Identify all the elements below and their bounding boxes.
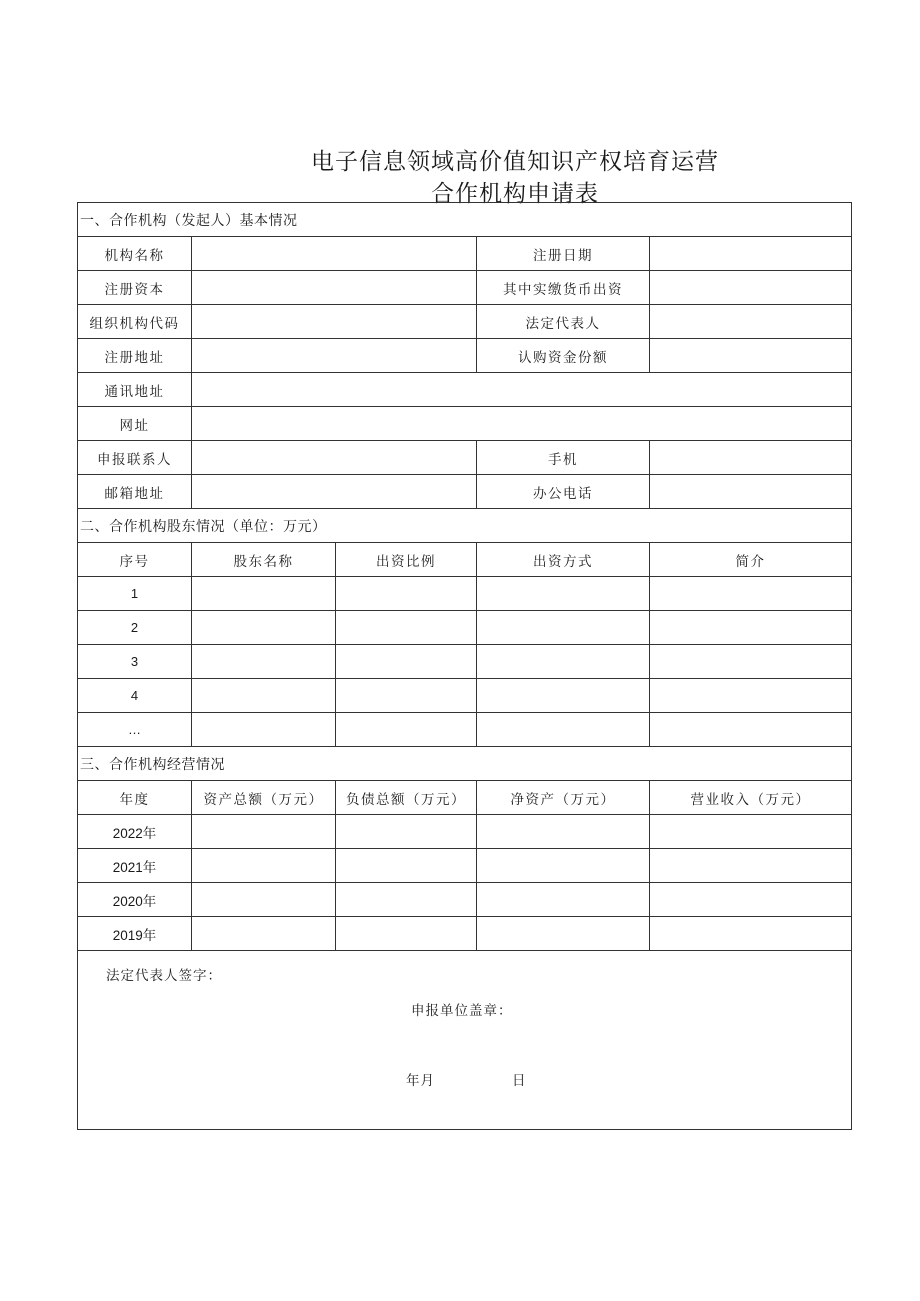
- table-row: [78, 305, 852, 339]
- table-cell-input[interactable]: [650, 815, 852, 849]
- table-cell-input[interactable]: [336, 849, 477, 883]
- field-label: 法定代表人: [477, 305, 650, 339]
- table-row: [78, 645, 852, 679]
- table-row: [78, 815, 852, 849]
- year-label: 2021年: [78, 849, 192, 883]
- row-number: 2: [78, 611, 192, 645]
- table-row: [78, 441, 852, 475]
- table-cell-input[interactable]: [336, 679, 477, 713]
- row-number: 1: [78, 577, 192, 611]
- field-label: 通讯地址: [78, 373, 192, 407]
- column-header: 股东名称: [192, 543, 336, 577]
- field-input[interactable]: [192, 373, 852, 407]
- column-header: 出资方式: [477, 543, 650, 577]
- column-header-row: [78, 781, 852, 815]
- field-input[interactable]: [192, 475, 477, 509]
- table-cell-input[interactable]: [650, 849, 852, 883]
- table-cell-input[interactable]: [192, 883, 336, 917]
- field-input[interactable]: [650, 475, 852, 509]
- table-row: [78, 679, 852, 713]
- table-cell-input[interactable]: [650, 577, 852, 611]
- table-cell-input[interactable]: [650, 883, 852, 917]
- field-label: 其中实缴货币出资: [477, 271, 650, 305]
- row-number: 3: [78, 645, 192, 679]
- column-header: 序号: [78, 543, 192, 577]
- table-row: [78, 373, 852, 407]
- table-cell-input[interactable]: [192, 713, 336, 747]
- table-cell-input[interactable]: [477, 883, 650, 917]
- table-cell-input[interactable]: [477, 645, 650, 679]
- table-row: [78, 271, 852, 305]
- field-input[interactable]: [650, 271, 852, 305]
- signature-row: [78, 951, 852, 1130]
- table-cell-input[interactable]: [477, 815, 650, 849]
- section1-heading: 一、合作机构（发起人）基本情况: [78, 203, 852, 237]
- table-row: [78, 917, 852, 951]
- form-title-line2: 合作机构申请表: [431, 181, 599, 207]
- section2-heading: 二、合作机构股东情况（单位：万元）: [78, 509, 852, 543]
- column-header: 营业收入（万元）: [650, 781, 852, 815]
- table-cell-input[interactable]: [192, 917, 336, 951]
- section-heading-row: [78, 747, 852, 781]
- table-cell-input[interactable]: [336, 883, 477, 917]
- field-input[interactable]: [192, 339, 477, 373]
- table-row: [78, 883, 852, 917]
- table-cell-input[interactable]: [192, 611, 336, 645]
- year-label: 2020年: [78, 883, 192, 917]
- table-cell-input[interactable]: [650, 713, 852, 747]
- table-row: [78, 339, 852, 373]
- column-header: 资产总额（万元）: [192, 781, 336, 815]
- field-label: 组织机构代码: [78, 305, 192, 339]
- row-number: …: [78, 713, 192, 747]
- section-heading-row: [78, 509, 852, 543]
- form-title-line1: 电子信息领域高价值知识产权培育运营: [311, 149, 719, 175]
- year-label: 2019年: [78, 917, 192, 951]
- column-header-row: [78, 543, 852, 577]
- field-input[interactable]: [650, 237, 852, 271]
- date-year-month-label: 年月: [406, 1073, 435, 1089]
- field-label: 注册地址: [78, 339, 192, 373]
- field-input[interactable]: [650, 441, 852, 475]
- signature-area[interactable]: [78, 951, 852, 1130]
- section-heading-row: [78, 203, 852, 237]
- field-input[interactable]: [192, 305, 477, 339]
- application-form-table: [77, 202, 852, 1130]
- field-input[interactable]: [650, 339, 852, 373]
- table-cell-input[interactable]: [336, 611, 477, 645]
- table-row: [78, 475, 852, 509]
- field-label: 网址: [78, 407, 192, 441]
- table-cell-input[interactable]: [192, 645, 336, 679]
- field-label: 认购资金份额: [477, 339, 650, 373]
- table-cell-input[interactable]: [192, 577, 336, 611]
- table-cell-input[interactable]: [336, 713, 477, 747]
- table-cell-input[interactable]: [650, 645, 852, 679]
- table-row: [78, 237, 852, 271]
- field-input[interactable]: [192, 237, 477, 271]
- legal-rep-signature-label: 法定代表人签字：: [106, 968, 222, 984]
- table-cell-input[interactable]: [477, 577, 650, 611]
- column-header: 负债总额（万元）: [336, 781, 477, 815]
- table-cell-input[interactable]: [477, 713, 650, 747]
- column-header: 出资比例: [336, 543, 477, 577]
- table-cell-input[interactable]: [192, 849, 336, 883]
- table-cell-input[interactable]: [192, 679, 336, 713]
- table-cell-input[interactable]: [477, 611, 650, 645]
- column-header: 年度: [78, 781, 192, 815]
- field-label: 机构名称: [78, 237, 192, 271]
- date-day-label: 日: [512, 1073, 527, 1089]
- table-cell-input[interactable]: [477, 917, 650, 951]
- table-cell-input[interactable]: [336, 815, 477, 849]
- table-cell-input[interactable]: [336, 645, 477, 679]
- section3-heading: 三、合作机构经营情况: [78, 747, 852, 781]
- table-cell-input[interactable]: [650, 611, 852, 645]
- column-header: 简介: [650, 543, 852, 577]
- seal-label: 申报单位盖章：: [411, 1003, 513, 1019]
- field-label: 办公电话: [477, 475, 650, 509]
- field-input[interactable]: [192, 271, 477, 305]
- table-cell-input[interactable]: [477, 679, 650, 713]
- table-cell-input[interactable]: [477, 849, 650, 883]
- field-label: 注册资本: [78, 271, 192, 305]
- table-cell-input[interactable]: [336, 577, 477, 611]
- field-label: 注册日期: [477, 237, 650, 271]
- row-number: 4: [78, 679, 192, 713]
- table-row: [78, 407, 852, 441]
- table-row: [78, 611, 852, 645]
- table-row: [78, 849, 852, 883]
- table-cell-input[interactable]: [336, 917, 477, 951]
- table-row: [78, 577, 852, 611]
- year-label: 2022年: [78, 815, 192, 849]
- field-label: 手机: [477, 441, 650, 475]
- table-cell-input[interactable]: [650, 679, 852, 713]
- field-input[interactable]: [192, 441, 477, 475]
- field-input[interactable]: [192, 407, 852, 441]
- field-label: 申报联系人: [78, 441, 192, 475]
- table-row: [78, 713, 852, 747]
- table-cell-input[interactable]: [650, 917, 852, 951]
- table-cell-input[interactable]: [192, 815, 336, 849]
- field-label: 邮箱地址: [78, 475, 192, 509]
- column-header: 净资产（万元）: [477, 781, 650, 815]
- field-input[interactable]: [650, 305, 852, 339]
